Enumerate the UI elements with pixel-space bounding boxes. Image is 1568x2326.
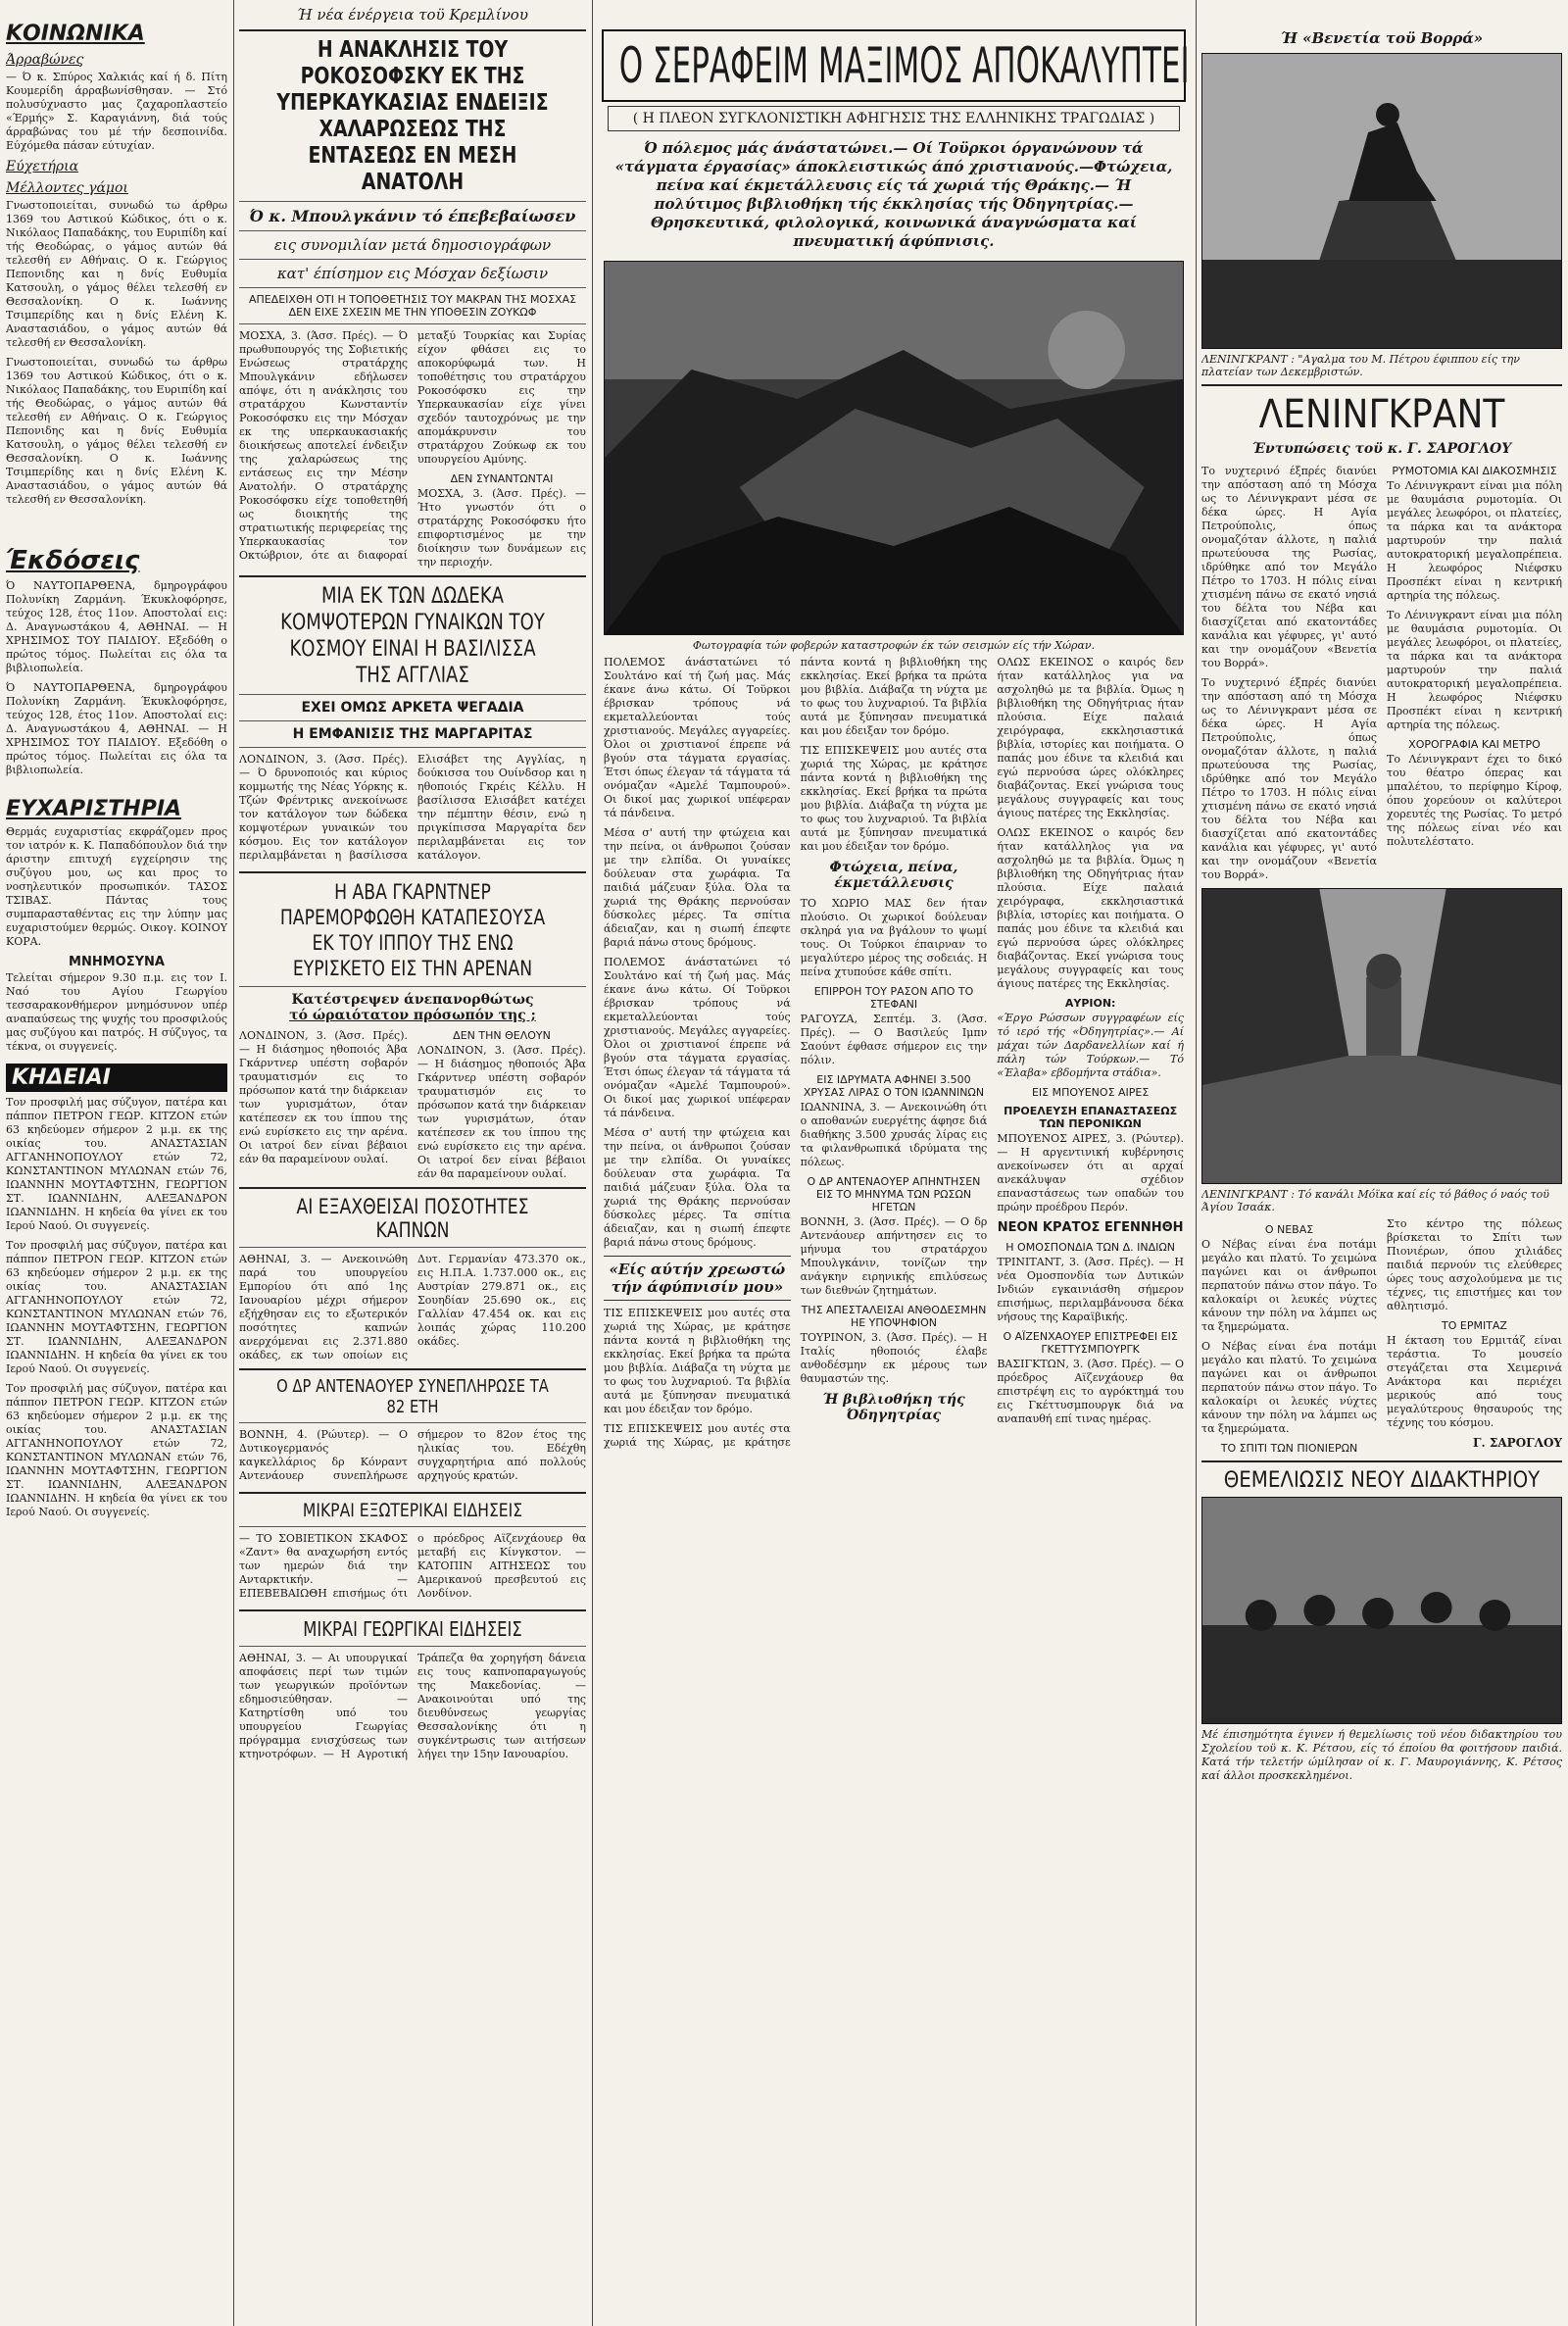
main-deck: ( Η ΠΛΕΟΝ ΣΥΓΚΛΟΝΙΣΤΙΚΗ ΑΦΗΓΗΣΙΣ ΤΗΣ ΕΛΛΗΝΙΚΗΣ ΤΡΑΓΩΔΙΑΣ ) [608, 106, 1180, 131]
statue-caption: ΛΕΝΙΝΓΚΡΑΝΤ : "Αγαλμα του Μ. Πέτρου έφιππου είς την πλατείαν των Δεκεμβριστών. [1201, 353, 1520, 378]
nevas-subhead: Ο ΝΕΒΑΣ [1264, 1223, 1314, 1236]
tobacco-body: ΑΘΗΝΑΙ, 3. — Ανεκοινώθη παρά του υπουργείου Εμπορίου ότι από 1ης Ιανουαρίου μέχρι σήμερον εξήχθησαν εις το εξωτερικόν ποσότητες καπνών ανερχόμεναι εις 2.371.880 οκάδες, εκ των οποίων εις Δυτ. Γερμανίαν 473.370 οκ., εις Η.Π.Α. 1.737.000 οκ., εις Αυστρίαν 279.871 οκ., εις Σουηδίαν 25.690 οκ., εις Γαλλίαν 47.454 οκ. και εις λοιπάς χώρας 110.200 οκάδες. [239, 1253, 586, 1361]
rymotomia-subhead: ΡΥΜΟΤΟΜΙΑ ΚΑΙ ΔΙΑΚΟΣΜΗΣΙΣ [1392, 465, 1557, 477]
school-caption: Μέ έπισημότητα έγινεν ή θεμελίωσις τοϋ νέου διδακτηρίου του Σχολείου τοϋ κ. Κ. Ρέτσου, είς τό έποίου θα φοιτήσουν παιδιά. Κατά τήν τελετήν ώμίλησαν οί κ. Γ. Μαυρογιάννης, Κ. Ρέτσος καί άλλοι προσκεκλημένοι. [1201, 1728, 1562, 1782]
epirroi-subhead: ΕΠΙΡΡΟΗ ΤΟΥ ΡΑΣΟΝ ΑΠΟ ΤΟ ΣΤΕΦΑΝΙ [813, 985, 974, 1011]
school-headline: ΘΕΜΕΛΙΩΣΙΣ ΝΕΟΥ ΔΙΔΑΚΤΗΡΙΟΥ [1223, 1468, 1541, 1493]
rokossovsky-deck-1: Ό κ. Μπουλγκάνιν τό έπεβεβαίωσεν [249, 207, 576, 225]
feature-body-c-2: ΤΙΣ ΕΠΙΣΚΕΨΕΙΣ μου αυτές στα χωριά της Χώρας, με κράτησε πάντα κοντά η βιβλιοθήκη της εκκλησίας. Εκεί βρήκα τα πρώτα μου βιβλία. Διάβαζα τη νύχτα με το φως του λυχναριού. Τα βιβλία αυτά με ξύπνησαν πνευματικά και μου έδειξαν τον δρόμο. [604, 656, 988, 1449]
leningrad-byline: Έντυπώσεις τοϋ κ. Γ. ΣΑΡΟΓΛΟΥ [1251, 441, 1512, 457]
mpouenos-subhead: ΕΙΣ ΜΠΟΥΕΝΟΣ ΑΙΡΕΣ [1031, 1086, 1150, 1099]
queen-deck-1: ΕΧΕΙ ΟΜΩΣ ΑΡΚΕΤΑ ΨΕΓΑΔΙΑ [301, 700, 524, 716]
mellontes-gamoi-text-2: Γνωστοποιείται, συνωδώ τω άρθρω 1369 του Αστικού Κώδικος, ότι ο κ. Νικόλαος Παπαδάκης, του Ευριπίδη καί τής Θεοδώρας, ο γάμος αυτών θά τελεσθή εν Αθήναις. Ο κ. Γεώργιος Πεπονιδης και η δνίς Ευθυμία Κατσουλη, ο γάμος θέλει τελεσθή εν Θεσσαλονίκη. Ο κ. Ιωάννης Τσιμπερίδης και η δνίς Ελένη Κ. Αναστασιάδου, ο γάμος αυτών θά τελεσθή εν Θεσσαλονίκη. [6, 356, 227, 506]
column-feature [598, 0, 1190, 2326]
feature-body-h: ΤΟΥΡΙΝΟΝ, 3. (Άσσ. Πρές). — Η Ιταλίς ηθοποιός έλαβε ανθοδέσμην εκ μέρους των θαυμαστών της. [800, 1331, 988, 1385]
feature-body-g: ΒΟΝΝΗ, 3. (Άσσ. Πρές). — Ο δρ Αντενάουερ απήντησεν εις το μήνυμα του στρατάρχου Μπουλγκάνιν, τονίζων την ανάγκην ειρηνικής επιλύσεως των διεθνών ζητημάτων. [800, 1215, 988, 1297]
kideiai-title: ΚΗΔΕΙΑΙ [6, 1064, 227, 1092]
apestaleisai-subhead: ΤΗΣ ΑΠΕΣΤΑΛΕΙΣΑΙ ΑΝΘΟΔΕΣΜΗΝ ΗΕ ΥΠΟΨΗΦΙΟΝ [801, 1304, 987, 1329]
leningrad-body-c: Το Λένινγκραντ έχει το δικό του θέατρο όπερας και μπαλέτου, το περίφημο Κίροφ, όπου χορεύουν οι καλύτεροι χορευτές της Ρωσίας. Το μετρό της πόλεως είναι νέο και πολυτελέστατο. [1387, 753, 1562, 848]
rokossovsky-subhead: ΑΠΕΔΕΙΧΘΗ ΟΤΙ Η ΤΟΠΟΘΕΤΗΣΙΣ ΤΟΥ ΜΑΚΡΑΝ ΤΗΣ ΜΟΣΧΑΣ ΔΕΝ ΕΙΧΕ ΣΧΕΣΙΝ ΜΕ ΤΗΝ ΥΠΟΘΕΣΙΝ ΖΟΥΚΩΦ [248, 293, 577, 319]
rokossovsky-headline: Η ΑΝΑΚΛΗΣΙΣ ΤΟΥ ΡΟΚΟΣΟΦΣΚΥ ΕΚ ΤΗΣ ΥΠΕΡΚΑΥΚΑΣΙΑΣ ΕΝΔΕΙΞΙΣ ΧΑΛΑΡΩΣΕΩΣ ΤΗΣ ΕΝΤΑΣΕΩΣ ΕΝ ΜΕΣΗ ΑΝΑΤΟΛΗ [276, 37, 549, 195]
vivliothiki-subhead: Ή βιβλιοθήκη τής Όδηγητρίας [822, 1392, 965, 1423]
aizenhaouer-subhead: Ο ΑΪΖΕΝΧΑΟΥΕΡ ΕΠΙΣΤΡΕΦΕΙ ΕΙΣ ΓΚΕΤΤΥΣΜΠΟΥΡΓΚ [1003, 1330, 1178, 1356]
mellontes-gamoi-heading: Μέλλοντες γάμοι [6, 180, 128, 196]
ekdoseis-text: Ό ΝΑΥΤΟΠΑΡΘΕΝΑ, δμηρογράφου Πολυνίκη Ζαρμάνη. Έκυκλοφόρησε, τεύχος 128, έτος 11ον. Αποστολαί εις: Δ. Αναγνωστάκου 4, ΑΘΗΝΑΙ. — Η ΧΡΗΣΙΜΟΣ ΤΟΥ ΠΑΙΔΙΟΥ. Εξεδόθη ο πρώτος τόμος. Πωλείται εις όλα τα βιβλιοπωλεία. [6, 579, 227, 674]
mnimosyna-text: Τελείται σήμερον 9.30 π.μ. εις τον Ι. Ναό του Αγίου Γεωργίου τεσσαρακονθήμερον μνημόσυνον υπέρ αναπαύσεως της ψυχής του προσφιλούς μας συζύγου και πατρός. Η σύζυγος, τα τέκνα, οι συγγενείς. [6, 971, 227, 1053]
foreign-news-body: — ΤΟ ΣΟΒΙΕΤΙΚΟΝ ΣΚΑΦΟΣ «Ζαντ» θα αναχωρήση εντός των ημερών διά την Ανταρκτικήν. — ΕΠΕΒΕΒΑΙΩΘΗ επισήμως ότι ο πρόεδρος Αϊζενχάουερ θα μεταβή εις Κίνγκστον. — ΚΑΤΟΠΙΝ ΑΙΤΗΣΕΩΣ του Αμερικανού πρεσβευτού εις Λονδίνον. [239, 1532, 586, 1600]
column-leningrad [1201, 0, 1562, 2326]
adenauer-headline: Ο ΔΡ ΑΝΤΕΝΑΟΥΕΡ ΣΥΝΕΠΛΗΡΩΣΕ ΤΑ 82 ΕΤΗ [276, 1376, 549, 1417]
den-synantontai-heading: ΔΕΝ ΣΥΝΑΝΤΩΝΤΑΙ [450, 472, 554, 485]
ekdoseis-title: Έκδόσεις [6, 546, 140, 575]
column-news [239, 0, 586, 2326]
choreografia-subhead: ΧΟΡΟΓΡΑΦΙΑ ΚΑΙ ΜΕΤΡΟ [1408, 738, 1541, 751]
feature-body-i: ΟΛΩΣ ΕΚΕΙΝΟΣ ο καιρός δεν ήταν κατάλληλος για να ασχοληθώ με τα βιβλία. Όμως η βιβλιοθήκη της Οδηγήτριας ήταν πλούσια. Είχε παλαιά χειρόγραφα, εκκλησιαστικά βιβλία, ιστορίες και ποιήματα. Ο παπάς μου έδινε τα κλειδιά και εγώ περνούσα ώρες ολόκληρες διαβάζοντας. Εκεί γνώρισα τους μεγάλους συγγραφείς και τους άγιους πατέρες της Εκκλησίας. [997, 656, 1184, 819]
leningrad-body-b-2: Το Λένινγκραντ είναι μια πόλη με θαυμάσια ρυμοτομία. Οι μεγάλες λεωφόροι, οι πλατείες, τα πάρκα και τα ανάκτορα μαρτυρούν την παλιά αυτοκρατορική μεγαλοπρέπεια. Η λεωφόρος Νιέφσκυ Προσπέκτ είναι η κεντρική αρτηρία της πόλεως. [1387, 609, 1562, 731]
rokossovsky-deck-2: εις συνομιλίαν μετά δημοσιογράφων [273, 236, 552, 254]
eisdrymata-subhead: ΕΙΣ ΙΔΡΥΜΑΤΑ ΑΦΗΝΕΙ 3.500 ΧΡΥΣΑΣ ΛΙΡΑΣ Ο ΤΟΝ ΙΩΑΝΝΙΝΩΝ [803, 1073, 985, 1099]
ava-body-2: ΛΟΝΔΙΝΟΝ, 3. (Άσσ. Πρές). — Η διάσημος ηθοποιός Άβα Γκάρντνερ υπέστη σοβαρόν τραυματισμόν εις το πρόσωπον κατά την διάρκειαν των γυρισμάτων, όταν κατέπεσεν εκ του ίππου της ενώ ευρίσκετο εις την αρένα. Οι ιατροί δεν είναι βέβαιοι εάν θα παραμείνουν ουλαί. [417, 1044, 586, 1180]
feature-body-b: Μέσα σ' αυτή την φτώχεια και την πείνα, οι άνθρωποι ζούσαν με την ελπίδα. Οι γυναίκες δούλευαν στα χωράφια. Τα παιδιά μάζευαν ξύλα. Όλα τα χωριά της Θράκης περνούσαν δύσκολες μέρες. Τα σπίτια άδειαζαν, και η σιωπή έπεφτε βαριά πάνω στους δρόμους. [604, 826, 791, 949]
leningrad-body-d: Ο Νέβας είναι ένα ποτάμι μεγάλο και πλατύ. Το χειμώνα παγώνει και οι άνθρωποι περπατούν πάνω στον πάγο. Το καλοκαίρι οι λευκές νύχτες κάνουν την πόλη να λάμπει ως τα ξημερώματα. [1201, 1238, 1377, 1333]
feature-body-c-3: ΤΙΣ ΕΠΙΣΚΕΨΕΙΣ μου αυτές στα χωριά της Χώρας, με κράτησε πάντα κοντά η βιβλιοθήκη της εκκλησίας. Εκεί βρήκα τα πρώτα μου βιβλία. Διάβαζα τη νύχτα με το φως του λυχναριού. Τα βιβλία αυτά με ξύπνησαν πνευματικά και μου έδειξαν τον δρόμο. [800, 744, 988, 853]
leningrad-body-b: Το Λένινγκραντ είναι μια πόλη με θαυμάσια ρυμοτομία. Οι μεγάλες λεωφόροι, οι πλατείες, τα πάρκα και τα ανάκτορα μαρτυρούν την παλιά αυτοκρατορική μεγαλοπρέπεια. Η λεωφόρος Νιέφσκυ Προσπέκτ είναι η κεντρική αρτηρία της πόλεως. [1387, 479, 1562, 602]
antenauer-subhead: Ο ΔΡ ΑΝΤΕΝΑΟΥΕΡ ΑΠΗΝΤΗΣΕΝ ΕΙΣ ΤΟ ΜΗΝΥΜΑ ΤΩΝ ΡΩΣΩΝ ΗΓΕΤΩΝ [807, 1175, 981, 1213]
venice-kicker: Ή «Βενετία τοϋ Βορρά» [1280, 29, 1484, 47]
quote-box-2: τήν άφύπνισίν μου» [604, 1278, 791, 1301]
canal-caption: ΛΕΝΙΝΓΚΡΑΝΤ : Τό κανάλι Μόϊκα καί είς τό βάθος ό ναός τοϋ Άγίου Ίσαάκ. [1201, 1188, 1549, 1213]
kideiai-text-3: Τον προσφιλή μας σύζυγον, πατέρα και πάππον ΠΕΤΡΟΝ ΓΕΩΡ. ΚΙΤΖΟΝ ετών 63 κηδεύομεν σήμερον 2 μ.μ. εκ της οικίας του. ΑΝΑΣΤΑΣΙΑΝ ΑΓΓΑΝΗΝΟΠΟΥΛΟΥ ετών 72, ΚΩΝΣΤΑΝΤΙΝΟΝ ΜΥΛΩΝΑΝ ετών 76, ΙΩΑΝΝΗΝ ΜΟΥΤΑΦΤΣΗΝ, ΓΕΩΡΓΙΟΝ ΣΤ. ΙΩΑΝΝΙΔΗΝ, ΑΛΕΞΑΝΔΡΟΝ ΙΩΑΝΝΙΔΗΝ. Η κηδεία θα γίνει εκ του Ιερού Ναού. Οι συγγενείς. [6, 1382, 227, 1518]
kideiai-text-2: Τον προσφιλή μας σύζυγον, πατέρα και πάππον ΠΕΤΡΟΝ ΓΕΩΡ. ΚΙΤΖΟΝ ετών 63 κηδεύομεν σήμερον 2 μ.μ. εκ της οικίας του. ΑΝΑΣΤΑΣΙΑΝ ΑΓΓΑΝΗΝΟΠΟΥΛΟΥ ετών 72, ΚΩΝΣΤΑΝΤΙΝΟΝ ΜΥΛΩΝΑΝ ετών 76, ΙΩΑΝΝΗΝ ΜΟΥΤΑΦΤΣΗΝ, ΓΕΩΡΓΙΟΝ ΣΤ. ΙΩΑΝΝΙΔΗΝ, ΑΛΕΞΑΝΔΡΟΝ ΙΩΑΝΝΙΔΗΝ. Η κηδεία θα γίνει εκ του Ιερού Ναού. Οι συγγενείς. [6, 1239, 227, 1375]
mnimosyna-title: ΜΝΗΜΟΣΥΝΑ [69, 955, 165, 969]
main-intro: Ό πόλεμος μάς άνάστατώνει.— Οί Τοϋρκοι όργανώνουν τά «τάγματα έργασίας» άποκλειστικώς άπό χριστιανούς.—Φτώχεια, πείνα καί έκμετάλλευσις είς τά χωριά τής Θράκης.— Ή πολύτιμος βιβλιοθήκη τής έκκλησίας τής Όδηγητρίας.— Θρησκευτικά, φιλολογικά, κοινωνικά άναγνώσματα καί πνευματική άφύπνισις. [614, 139, 1173, 250]
earthquake-photo [604, 261, 1184, 635]
ekdoseis-text-2: Ό ΝΑΥΤΟΠΑΡΘΕΝΑ, δμηρογράφου Πολυνίκη Ζαρμάνη. Έκυκλοφόρησε, τεύχος 128, έτος 11ον. Αποστολαί εις: Δ. Αναγνωστάκου 4, ΑΘΗΝΑΙ. — Η ΧΡΗΣΙΜΟΣ ΤΟΥ ΠΑΙΔΙΟΥ. Εξεδόθη ο πρώτος τόμος. Πωλείται εις όλα τα βιβλιοπωλεία. [6, 681, 227, 776]
den-synantontai-body: ΜΟΣΧΑ, 3. (Άσσ. Πρές). — Ήτο γνωστόν ότι ο στρατάρχης Ροκοσόφσκυ ήτο επιφορτισμένος με την διοίκησιν των δυνάμεων εις την περιοχήν. [417, 487, 586, 569]
tobacco-headline: ΑΙ ΕΞΑΧΘΕΙΣΑΙ ΠΟΣΟΤΗΤΕΣ ΚΑΠΝΩΝ [296, 1195, 529, 1242]
leningrad-body-a-2: Το νυχτερινό έξπρές διανύει την απόσταση από τη Μόσχα ως το Λένινγκραντ μέσα σε δέκα ώρες. Η Αγία Πετρούπολις, όπως ονομαζόταν άλλοτε, η παλιά πρωτεύουσα της Ρωσίας, ιδρύθηκε από τον Μεγάλο Πέτρο το 1703. Η πόλις είναι χτισμένη πάνω σε εκατό νησιά του δέλτα του Νέβα και διασχίζεται από εκατοντάδες κανάλια και γέφυρες, γι' αυτό και την ονομάζουν «Βενετία του Βορρά». [1201, 676, 1377, 881]
omospondia-subhead: Η ΟΜΟΣΠΟΝΔΙΑ ΤΩΝ Δ. ΙΝΔΙΩΝ [1005, 1241, 1175, 1254]
feature-body-a-2: ΠΟΛΕΜΟΣ άνάστατώνει τό Σουλτάνο καί τή ζωή μας. Μάς έκανε άνω κάτω. Οί Τοϋρκοι έβρισκαν τρόπους νά εκμεταλλεύονται τούς χριστιανούς. Μεγάλες αγγαρείες. Όλοι οι χριστιανοί έπρεπε νά βγούν στα τάγματα εργασίας. Έτσι όπως έλεγαν τά τάγματα τά ονόμαζαν «Αμελέ Ταμπουρού». Οι δικοί μας χωρικοί υπέφεραν τά πάνδεινα. [604, 956, 791, 1119]
earthquake-caption: Φωτογραφία τών φοβερών καταστροφών έκ τών σεισμών είς τήν Χώραν. [692, 639, 1096, 652]
ava-deck-1: Κατέστρεψεν άνεπανορθώτως [291, 992, 534, 1008]
feature-body-d: ΤΟ ΧΩΡΙΟ ΜΑΣ δεν ήταν πλούσιο. Οι χωρικοί δούλευαν σκληρά για να βγάλουν το ψωμί τους. Οι Τούρκοι έπαιρναν το μεγαλύτερο μέρος της σοδειάς. Η πείνα χτυπούσε κάθε σπίτι. [800, 897, 988, 978]
ava-headline: Η ΑΒΑ ΓΚΑΡΝΤΝΕΡ ΠΑΡΕΜΟΡΦΩΘΗ ΚΑΤΑΠΕΣΟΥΣΑ ΕΚ ΤΟΥ ΙΠΠΟΥ ΤΗΣ ΕΝΩ ΕΥΡΙΣΚΕΤΟ ΕΙΣ ΤΗΝ ΑΡΕΝΑΝ [279, 880, 546, 980]
rokossovsky-body: ΜΟΣΧΑ, 3. (Άσσ. Πρές). — Ό πρωθυπουργός της Σοβιετικής Ενώσεως στρατάρχης Μπουλγκάνιν εδήλωσεν απόψε, ότι η ανάκλησις του στρατάρχου Κωνσταντίν Ροκοσόφσκυ εις την Μόσχαν εκ της υπερκαυκασιακής διοικήσεως αποτελεί ένδειξιν της χαλαρώσεως της εντάσεως εις την Μέσην Ανατολήν. Ο στρατάρχης Ροκοσόφσκυ είχε τοποθετηθή ως διοικητής της στρατιωτικής περιφερείας της Υπερκαυκασίας τον Οκτώβριον, ότε αι διαφοραί μεταξύ Τουρκίας και Συρίας είχον φθάσει εις το αποκορύφωμά των. Η τοποθέτησις του στρατάρχου Ροκοσόφσκυ εις την Υπερκαυκασίαν είχε γίνει σχεδόν ταυτοχρόνως με την απομάκρυνσιν του στρατάρχου Ζούκωφ εκ του υπουργείου Αμύνης. [239, 329, 586, 562]
rokossovsky-deck-3: κατ' έπίσημον εις Μόσχαν δεξίωσιν [276, 265, 549, 282]
leningrad-body-f: Η έκταση του Ερμιτάζ είναι τεράστια. Το μουσείο στεγάζεται στα Χειμερινά Ανάκτορα και περιέχει μερικούς από τους μεγαλύτερους θησαυρούς της τέχνης του κόσμου. [1387, 1334, 1562, 1429]
koinonika-title: ΚΟΙΝΩΝΙΚΑ [6, 22, 145, 46]
eucharistiria-text: Θερμάς ευχαριστίας εκφράζομεν προς τον ιατρόν κ. Κ. Παπαδόπουλον διά την άριστην επιτυχή εγχείρησιν της συζύγου μου, ως και προς το νοσηλευτικόν προσωπικόν. ΤΑΣΟΣ ΤΣΙΒΑΣ. Πάντας τους συμπαρασταθέντας εις την λύπην μας ευχαριστούμεν θερμώς. Οικογ. ΚΟΙΝΟΥ ΚΟΡΑ. [6, 825, 227, 948]
statue-photo [1201, 53, 1562, 349]
eucharistiria-title: ΕΥΧΑΡΙΣΤΗΡΙΑ [6, 797, 182, 821]
spiti-subhead: ΤΟ ΣΠΙΤΙ ΤΩΝ ΠΙΟΝΙΕΡΩΝ [1220, 1442, 1358, 1455]
leningrad-headline: ΛΕΝΙΝΓΚΡΑΝΤ [1258, 392, 1505, 437]
main-headline-box [602, 29, 1190, 102]
den-theloun-heading: ΔΕΝ ΤΗΝ ΘΕΛΟΥΝ [453, 1029, 551, 1042]
school-photo [1201, 1497, 1562, 1724]
avrion-subhead: ΑΥΡΙΟΝ: [1064, 997, 1116, 1010]
neon-kratos-subhead: ΝΕΟΝ ΚΡΑΤΟΣ ΕΓΕΝΝΗΘΗ [997, 1220, 1184, 1235]
kremlin-kicker: Ή νέα ένέργεια τοϋ Κρεμλίνου [297, 6, 528, 24]
feature-body-e: ΡΑΓΟΥΖΑ, Σεπτέμ. 3. (Άσσ. Πρές). — Ο Βασιλεύς Ιμπν Σαούντ έφθασε σήμερον εις την πόλιν. [800, 1013, 988, 1066]
queen-headline: ΜΙΑ ΕΚ ΤΩΝ ΔΩΔΕΚΑ ΚΟΜΨΟΤΕΡΩΝ ΓΥΝΑΙΚΩΝ ΤΟΥ ΚΟΣΜΟΥ ΕΙΝΑΙ Η ΒΑΣΙΛΙΣΣΑ ΤΗΣ ΑΓΓΛΙΑΣ [280, 584, 545, 688]
feature-body-c: ΤΙΣ ΕΠΙΣΚΕΨΕΙΣ μου αυτές στα χωριά της Χώρας, με κράτησε πάντα κοντά η βιβλιοθήκη της εκκλησίας. Εκεί βρήκα τα πρώτα μου βιβλία. Διάβαζα τη νύχτα με το φως του λυχναριού. Τα βιβλία αυτά με ξύπνησαν πνευματικά και μου έδειξαν τον δρόμο. [604, 1307, 791, 1415]
feature-body-a: ΠΟΛΕΜΟΣ άνάστατώνει τό Σουλτάνο καί τή ζωή μας. Μάς έκανε άνω κάτω. Οί Τοϋρκοι έβρισκαν τρόπους νά εκμεταλλεύονται τούς χριστιανούς. Μεγάλες αγγαρείες. Όλοι οι χριστιανοί έπρεπε νά βγούν στα τάγματα εργασίας. Έτσι όπως έλεγαν τά τάγματα τά ονόμαζαν «Αμελέ Ταμπουρού». Οι δικοί μας χωρικοί υπέφεραν τά πάνδεινα. [604, 656, 791, 819]
feature-body-k: ΤΡΙΝΙΤΑΝΤ, 3. (Άσσ. Πρές). — Η νέα Ομοσπονδία των Δυτικών Ινδιών εγκαινιάσθη σήμερον επισήμως, περιλαμβάνουσα δέκα νήσους της Καραϊβικής. [997, 1256, 1184, 1323]
kideiai-text: Τον προσφιλή μας σύζυγον, πατέρα και πάππον ΠΕΤΡΟΝ ΓΕΩΡ. ΚΙΤΖΟΝ ετών 63 κηδεύομεν σήμερον 2 μ.μ. εκ της οικίας του. ΑΝΑΣΤΑΣΙΑΝ ΑΓΓΑΝΗΝΟΠΟΥΛΟΥ ετών 72, ΚΩΝΣΤΑΝΤΙΝΟΝ ΜΥΛΩΝΑΝ ετών 76, ΙΩΑΝΝΗΝ ΜΟΥΤΑΦΤΣΗΝ, ΓΕΩΡΓΙΟΝ ΣΤ. ΙΩΑΝΝΙΔΗΝ, ΑΛΕΞΑΝΔΡΟΝ ΙΩΑΝΝΙΔΗΝ. Η κηδεία θα γίνει εκ του Ιερού Ναού. Οι συγγενείς. [6, 1096, 227, 1232]
queen-body: ΛΟΝΔΙΝΟΝ, 3. (Άσσ. Πρές). — Ό δρυνοποιός και κύριος κομμωτής της Νέας Υόρκης κ. Τζών Φρέντρικς ανεκοίνωσε τον κατάλογον των δώδεκα κομψοτέρων γυναικών του κόσμου. Εις τον κατάλογον περιλαμβάνεται η βασίλισσα Ελισάβετ της Αγγλίας, η δούκισσα του Ουίνδσορ και η ηθοποιός Γκρέις Κέλλυ. Η βασίλισσα Ελισάβετ κατέχει την πέμπτην θέσιν, ενώ η πριγκίπισσα Μαργαρίτα δεν περιλαμβάνεται εις τον κατάλογον. [239, 753, 586, 862]
quote-box-1: «Είς αύτήν χρεωστώ [604, 1256, 791, 1278]
ermitaz-subhead: ΤΟ ΕΡΜΙΤΑΖ [1442, 1319, 1507, 1332]
column-social [6, 0, 227, 2326]
agri-news-body: ΑΘΗΝΑΙ, 3. — Αι υπουργικαί αποφάσεις περί των τιμών των γεωργικών προϊόντων εδημοσιεύθησαν. — Κατηρτίσθη υπό του υπουργείου Γεωργίας πρόγραμμα ενισχύσεως των κτηνοτρόφων. — Η Αγροτική Τράπεζα θα χορηγήση δάνεια εις τους καπνοπαραγωγούς της Μακεδονίας. — Ανακοινούται υπό της διευθύνσεως γεωργίας Θεσσαλονίκης ότι η συγκέντρωσις των αιτήσεων λήγει την 15ην Ιανουαρίου. [239, 1652, 586, 1760]
foreign-news-headline: ΜΙΚΡΑΙ ΕΞΩΤΕΡΙΚΑΙ ΕΙΔΗΣΕΙΣ [302, 1500, 523, 1521]
mellontes-gamoi-text: Γνωστοποιείται, συνωδώ τω άρθρω 1369 του Αστικού Κώδικος, ότι ο κ. Νικόλαος Παπαδάκης, του Ευριπίδη καί τής Θεοδώρας, ο γάμος αυτών θά τελεσθή εν Αθήναις. Ο κ. Γεώργιος Πεπονιδης και η δνίς Ευθυμία Κατσουλη, ο γάμος θέλει τελεσθή εν Θεσσαλονίκη. Ο κ. Ιωάννης Τσιμπερίδης και η δνίς Ελένη Κ. Αναστασιάδου, ο γάμος αυτών θά τελεσθή εν Θεσσαλονίκη. [6, 199, 227, 349]
leningrad-body-a: Το νυχτερινό έξπρές διανύει την απόσταση από τη Μόσχα ως το Λένινγκραντ μέσα σε δέκα ώρες. Η Αγία Πετρούπολις, όπως ονομαζόταν άλλοτε, η παλιά πρωτεύουσα της Ρωσίας, ιδρύθηκε από τον Μεγάλο Πέτρο το 1703. Η πόλις είναι χτισμένη πάνω σε εκατό νησιά του δέλτα του Νέβα και διασχίζεται από εκατοντάδες κανάλια και γέφυρες, γι' αυτό και την ονομάζουν «Βενετία του Βορρά». [1201, 465, 1377, 669]
main-headline: Ο ΣΕΡΑΦΕΙΜ ΜΑΞΙΜΟΣ ΑΠΟΚΑΛΥΠΤΕΙ [618, 37, 1190, 94]
feature-body-b-2: Μέσα σ' αυτή την φτώχεια και την πείνα, οι άνθρωποι ζούσαν με την ελπίδα. Οι γυναίκες δούλευαν στα χωράφια. Τα παιδιά μάζευαν ξύλα. Όλα τα χωριά της Θράκης περνούσαν δύσκολες μέρες. Τα σπίτια άδειαζαν, και η σιωπή έπεφτε βαριά πάνω στους δρόμους. [604, 1126, 791, 1249]
agri-news-headline: ΜΙΚΡΑΙ ΓΕΩΡΓΙΚΑΙ ΕΙΔΗΣΕΙΣ [303, 1617, 522, 1641]
queen-deck-2: Η ΕΜΦΑΝΙΣΙΣ ΤΗΣ ΜΑΡΓΑΡΙΤΑΣ [292, 726, 533, 742]
feature-body-l: ΒΑΣΙΓΚΤΩΝ, 3. (Άσσ. Πρές). — Ο πρόεδρος Αϊζενχάουερ θα επιστρέψη εις το αγρόκτημά του εις Γκέττυσμπουργκ διά να αναπαυθή επί τινας ημέρας. [997, 1358, 1184, 1425]
ptocheia-subhead: Φτώχεια, πείνα, έκμετάλλευσις [829, 860, 958, 891]
arravones-text: — Ό κ. Σπύρος Χαλκιάς καί ή δ. Πίτη Κουμερίδη άρραβωνίσθησαν. — Στό πολυσύχναστο μας ζαχαροπλαστείο «Έρμής» Σ. Καραγιάννη, διά τούς άρραβώνας του μέ τήν δεσποινίδα. Εύχόμεθα πάσαν εύτυχίαν. [6, 71, 227, 152]
feature-body-i-2: ΟΛΩΣ ΕΚΕΙΝΟΣ ο καιρός δεν ήταν κατάλληλος για να ασχοληθώ με τα βιβλία. Όμως η βιβλιοθήκη της Οδηγήτριας ήταν πλούσια. Είχε παλαιά χειρόγραφα, εκκλησιαστικά βιβλία, ιστορίες και ποιήματα. Ο παπάς μου έδινε τα κλειδιά και εγώ περνούσα ώρες ολόκληρες διαβάζοντας. Εκεί γνώρισα τους μεγάλους συγγραφείς και τους άγιους πατέρες της Εκκλησίας. [997, 826, 1184, 990]
feature-body-f: ΙΩΑΝΝΙΝΑ, 3. — Ανεκοινώθη ότι ο αποθανών ευεργέτης άφησε διά διαθήκης 3.500 χρυσάς λίρας εις τα φιλανθρωπικά ιδρύματα της πόλεως. [800, 1101, 988, 1168]
proelefsi-subhead: ΠΡΟΕΛΕΥΣΗ ΕΠΑΝΑΣΤΑΣΕΩΣ ΤΩΝ ΠΕΡΟΝΙΚΩΝ [1004, 1105, 1178, 1130]
adenauer-body: ΒΟΝΝΗ, 4. (Ρώυτερ). — Ο Δυτικογερμανός καγκελλάριος δρ Κόνραντ Αντενάουερ συνεπλήρωσε σήμερον το 82ον έτος της ηλικίας του. Εδέχθη συγχαρητήρια από πολλούς αρχηγούς κρατών. [239, 1428, 586, 1482]
eychetiria-heading: Εύχετήρια [6, 159, 79, 174]
ava-deck-2: τό ώραιότατον πρόσωπόν της ; [289, 1008, 536, 1023]
leningrad-body-d-2: Ο Νέβας είναι ένα ποτάμι μεγάλο και πλατύ. Το χειμώνα παγώνει και οι άνθρωποι περπατούν πάνω στον πάγο. Το καλοκαίρι οι λευκές νύχτες κάνουν την πόλη να λάμπει ως τα ξημερώματα. [1201, 1340, 1377, 1435]
avrion-body: «Έργο Ρώσσων συγγραφέων είς τό ιερό τής «Όδηγητρίας».— Αί μάχαι τών Δαρδανελλίων καί ή πάλη τών Τούρκων.— Τό «Έλαβα» εβδομήντα στάδια». [997, 1012, 1184, 1079]
leningrad-signature: Γ. ΣΑΡΟΓΛΟΥ [1473, 1436, 1562, 1450]
arravones-heading: Άρραβώνες [6, 52, 84, 68]
leningrad-body-e: Στο κέντρο της πόλεως βρίσκεται το Σπίτι των Πιονιέρων, όπου χιλιάδες παιδιά περνούν τις ελεύθερες ώρες τους ασχολούμενα με τις τέχνες, τις επιστήμες και τον αθλητισμό. [1387, 1217, 1562, 1312]
canal-photo [1201, 888, 1562, 1184]
feature-body-j: ΜΠΟΥΕΝΟΣ ΑΙΡΕΣ, 3. (Ρώυτερ). — Η αργεντινική κυβέρνησις ανεκοίνωσεν ότι αι αρχαί ανεκάλυψαν σχέδιον επαναστάσεως των οπαδών του πρώην προέδρου Περόν. [997, 1132, 1184, 1213]
ava-body: ΛΟΝΔΙΝΟΝ, 3. (Άσσ. Πρές). — Η διάσημος ηθοποιός Άβα Γκάρντνερ υπέστη σοβαρόν τραυματισμόν εις το πρόσωπον κατά την διάρκειαν των γυρισμάτων, όταν κατέπεσεν εκ του ίππου της ενώ ευρίσκετο εις την αρένα. Οι ιατροί δεν είναι βέβαιοι εάν θα παραμείνουν ουλαί. [239, 1029, 408, 1165]
